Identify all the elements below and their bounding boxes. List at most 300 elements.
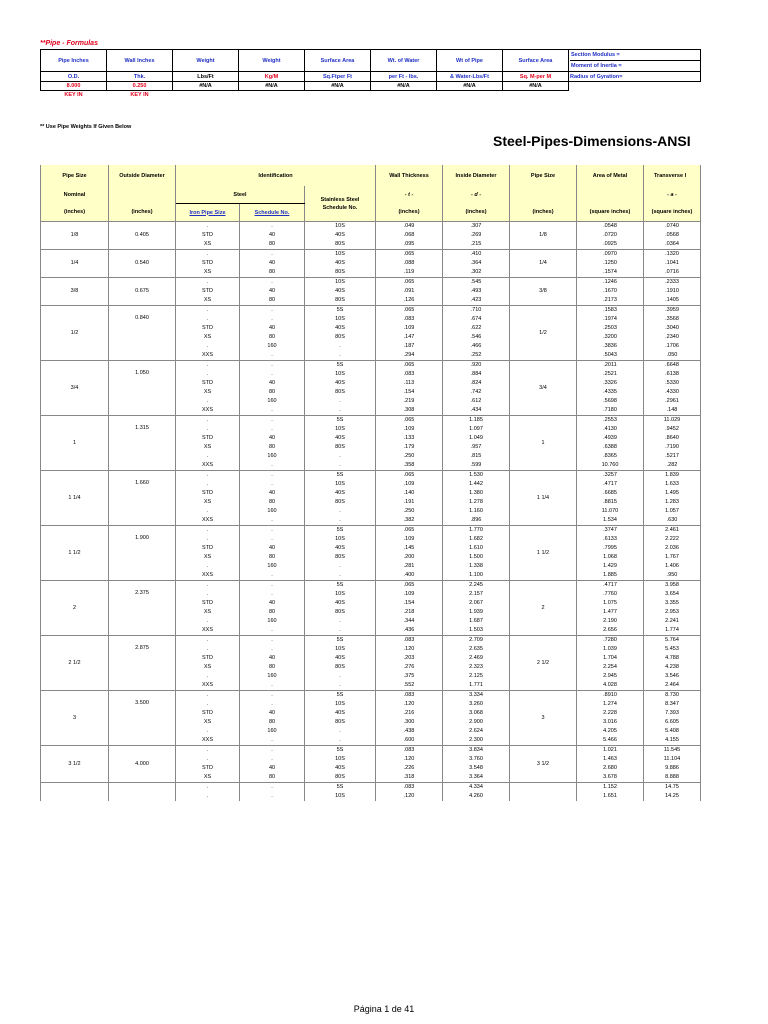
wall-thickness-cell: .065 <box>376 278 443 288</box>
stainless-schedule-cell: 40S <box>305 287 376 296</box>
wall-thickness-cell: .120 <box>376 700 443 709</box>
header-d: - d - <box>443 186 510 204</box>
iron-pipe-size-cell: STD <box>176 489 240 498</box>
schedule-cell: 160 <box>240 397 305 406</box>
area-of-metal-cell: 1.534 <box>577 516 644 526</box>
schedule-cell: 40 <box>240 434 305 443</box>
iron-pipe-size-cell: XXS <box>176 351 240 361</box>
area-of-metal-cell: .8365 <box>577 452 644 461</box>
wall-thickness-cell: .200 <box>376 553 443 562</box>
area-of-metal-cell: .2011 <box>577 361 644 371</box>
area-of-metal-cell: 4.205 <box>577 727 644 736</box>
schedule-cell: . <box>240 222 305 232</box>
iron-pipe-size-cell: XS <box>176 718 240 727</box>
inside-diameter-cell: 1.185 <box>443 416 510 426</box>
area-of-metal-cell: .4335 <box>577 388 644 397</box>
area-of-metal-cell: 1.075 <box>577 599 644 608</box>
stainless-schedule-cell: 40S <box>305 324 376 333</box>
table-row <box>41 250 701 260</box>
schedule-cell: . <box>240 755 305 764</box>
wall-thickness-cell: .126 <box>376 296 443 306</box>
wall-thickness-cell: .120 <box>376 792 443 801</box>
iron-pipe-size-cell: STD <box>176 434 240 443</box>
inside-diameter-cell: 1.771 <box>443 681 510 691</box>
table-row <box>41 306 701 316</box>
area-of-metal-cell: 1.704 <box>577 654 644 663</box>
stainless-schedule-cell: 10S <box>305 250 376 260</box>
pipe-water-weight-result: #N/A <box>437 82 503 91</box>
stainless-schedule-cell: . <box>305 397 376 406</box>
transverse-area-cell: .630 <box>644 516 701 526</box>
stainless-schedule-cell: 80S <box>305 773 376 783</box>
schedule-cell: 40 <box>240 259 305 268</box>
transverse-area-cell: 1.406 <box>644 562 701 571</box>
wall-thickness-cell: .300 <box>376 718 443 727</box>
formula-unit: Thk. <box>107 72 173 82</box>
inside-diameter-cell: .215 <box>443 240 510 250</box>
stainless-schedule-cell: 10S <box>305 755 376 764</box>
header-stainless-1: Stainless Steel <box>320 196 360 203</box>
transverse-area-cell: 11.104 <box>644 755 701 764</box>
outside-diameter-cell: 1.050 <box>109 361 176 416</box>
schedule-cell: 160 <box>240 562 305 571</box>
transverse-area-cell: 9.886 <box>644 764 701 773</box>
stainless-schedule-cell: 40S <box>305 709 376 718</box>
wall-thickness-cell: .281 <box>376 562 443 571</box>
area-of-metal-cell: .5043 <box>577 351 644 361</box>
area-of-metal-cell: 1.477 <box>577 608 644 617</box>
inside-diameter-cell: 3.364 <box>443 773 510 783</box>
area-of-metal-cell: .1250 <box>577 259 644 268</box>
inside-diameter-cell: 2.709 <box>443 636 510 646</box>
area-of-metal-cell: 1.885 <box>577 571 644 581</box>
schedule-cell: 80 <box>240 296 305 306</box>
wall-thickness-cell: .133 <box>376 434 443 443</box>
area-of-metal-cell: .6685 <box>577 489 644 498</box>
schedule-cell: 160 <box>240 452 305 461</box>
page-footer: Página 1 de 41 <box>353 1004 415 1014</box>
inside-diameter-cell: 3.548 <box>443 764 510 773</box>
area-of-metal-cell: .0925 <box>577 240 644 250</box>
header-inches: (inches) <box>376 204 443 222</box>
stainless-schedule-cell: 5S <box>305 471 376 481</box>
area-of-metal-cell: .4717 <box>577 480 644 489</box>
inside-diameter-cell: 2.323 <box>443 663 510 672</box>
area-of-metal-cell: .0970 <box>577 250 644 260</box>
iron-pipe-size-cell: . <box>176 278 240 288</box>
area-of-metal-cell: .1583 <box>577 306 644 316</box>
stainless-schedule-cell: 10S <box>305 480 376 489</box>
area-of-metal-cell: 1.021 <box>577 746 644 756</box>
stainless-schedule-cell: 5S <box>305 691 376 701</box>
schedule-cell: . <box>240 406 305 416</box>
inside-diameter-cell: .252 <box>443 351 510 361</box>
header-iron-pipe-size: Iron Pipe Size <box>176 204 240 222</box>
area-of-metal-cell: .6133 <box>577 535 644 544</box>
header-wall-thickness: Wall Thickness <box>376 165 443 186</box>
schedule-cell: . <box>240 516 305 526</box>
area-of-metal-cell: .0720 <box>577 231 644 240</box>
transverse-area-cell: 1.633 <box>644 480 701 489</box>
schedule-cell: . <box>240 370 305 379</box>
inside-diameter-cell: .622 <box>443 324 510 333</box>
inside-diameter-cell: 1.160 <box>443 507 510 516</box>
wall-thickness-cell: .083 <box>376 370 443 379</box>
transverse-area-cell: 6.605 <box>644 718 701 727</box>
area-of-metal-cell: .8815 <box>577 498 644 507</box>
stainless-schedule-cell: 80S <box>305 296 376 306</box>
formulas-section <box>40 40 701 99</box>
schedule-cell: . <box>240 792 305 801</box>
header-pipe-size-2: Pipe Size <box>510 165 577 186</box>
area-of-metal-cell: 10.760 <box>577 461 644 471</box>
transverse-area-cell: .1041 <box>644 259 701 268</box>
stainless-schedule-cell: 10S <box>305 278 376 288</box>
inside-diameter-cell: .423 <box>443 296 510 306</box>
wall-thickness-cell: .308 <box>376 406 443 416</box>
schedule-cell: 40 <box>240 764 305 773</box>
schedule-cell: . <box>240 645 305 654</box>
surface-area-result: #N/A <box>305 82 371 91</box>
stainless-schedule-cell: 5S <box>305 581 376 591</box>
header-a: - a - <box>644 186 701 204</box>
schedule-cell: 40 <box>240 287 305 296</box>
wall-thickness-cell: .154 <box>376 388 443 397</box>
formulas-table <box>40 49 701 99</box>
formula-header: Surface Area <box>305 50 371 72</box>
nominal-size-cell: 3 <box>41 691 109 746</box>
transverse-area-cell: 1.057 <box>644 507 701 516</box>
transverse-area-cell: .1706 <box>644 342 701 351</box>
wall-thickness-cell: .083 <box>376 783 443 793</box>
area-of-metal-cell: 11.070 <box>577 507 644 516</box>
od-input[interactable]: 8.000 <box>41 82 107 91</box>
wall-thickness-cell: .145 <box>376 544 443 553</box>
pipe-size-cell: 1/2 <box>510 306 577 361</box>
stainless-schedule-cell: 80S <box>305 333 376 342</box>
inside-diameter-cell: 4.260 <box>443 792 510 801</box>
wall-thickness-cell: .065 <box>376 361 443 371</box>
nominal-size-cell: 3 1/2 <box>41 746 109 783</box>
outside-diameter-cell: 0.405 <box>109 222 176 250</box>
area-of-metal-cell: .2173 <box>577 296 644 306</box>
table-row <box>41 471 701 481</box>
inside-diameter-cell: .824 <box>443 379 510 388</box>
area-of-metal-cell: 2.945 <box>577 672 644 681</box>
inside-diameter-cell: 1.380 <box>443 489 510 498</box>
moment-of-inertia-label: Moment of Inertia = <box>571 63 622 69</box>
area-of-metal-cell: .1670 <box>577 287 644 296</box>
pipe-size-cell: 3 1/2 <box>510 746 577 783</box>
stainless-schedule-cell: . <box>305 681 376 691</box>
pipe-size-cell: 1/8 <box>510 222 577 250</box>
wall-thickness-cell: .120 <box>376 755 443 764</box>
wall-thickness-cell: .147 <box>376 333 443 342</box>
area-of-metal-cell: .4130 <box>577 425 644 434</box>
area-of-metal-cell: .2521 <box>577 370 644 379</box>
inside-diameter-cell: .307 <box>443 222 510 232</box>
stainless-schedule-cell: . <box>305 342 376 351</box>
transverse-area-cell: .2961 <box>644 397 701 406</box>
schedule-cell: 40 <box>240 599 305 608</box>
header-inches: (inches) <box>41 204 109 222</box>
wall-thickness-cell: .083 <box>376 691 443 701</box>
inside-diameter-cell: .742 <box>443 388 510 397</box>
stainless-schedule-cell: 5S <box>305 306 376 316</box>
wall-thickness-cell: .294 <box>376 351 443 361</box>
inside-diameter-cell: .493 <box>443 287 510 296</box>
wall-thickness-cell: .109 <box>376 425 443 434</box>
inside-diameter-cell: 1.682 <box>443 535 510 544</box>
transverse-area-cell: 4.788 <box>644 654 701 663</box>
transverse-area-cell: 14.25 <box>644 792 701 801</box>
schedule-cell: . <box>240 581 305 591</box>
transverse-area-cell: .950 <box>644 571 701 581</box>
schedule-cell: . <box>240 691 305 701</box>
iron-pipe-size-cell: . <box>176 250 240 260</box>
transverse-area-cell: .5217 <box>644 452 701 461</box>
schedule-cell: . <box>240 471 305 481</box>
iron-pipe-size-cell: . <box>176 480 240 489</box>
wall-input[interactable]: 0.250 <box>107 82 173 91</box>
iron-pipe-size-cell: . <box>176 727 240 736</box>
table-row <box>41 636 701 646</box>
schedule-cell: 80 <box>240 663 305 672</box>
stainless-schedule-cell: 5S <box>305 416 376 426</box>
transverse-area-cell: 11.545 <box>644 746 701 756</box>
transverse-area-cell: .0740 <box>644 222 701 232</box>
wall-thickness-cell: .358 <box>376 461 443 471</box>
pipe-size-cell: 3 <box>510 691 577 746</box>
iron-pipe-size-cell: XS <box>176 773 240 783</box>
water-weight-result: #N/A <box>371 82 437 91</box>
pipe-size-cell: 1/4 <box>510 250 577 278</box>
iron-pipe-size-cell: . <box>176 306 240 316</box>
wall-thickness-cell: .375 <box>376 672 443 681</box>
inside-diameter-cell: 2.245 <box>443 581 510 591</box>
table-row <box>41 361 701 371</box>
header-inches: (inches) <box>510 204 577 222</box>
nominal-size-cell: 1/2 <box>41 306 109 361</box>
iron-pipe-size-cell: XXS <box>176 571 240 581</box>
key-in-label: KEY IN <box>64 91 83 98</box>
transverse-area-cell: .1320 <box>644 250 701 260</box>
iron-pipe-size-cell: . <box>176 581 240 591</box>
nominal-size-cell: 1 1/4 <box>41 471 109 526</box>
formula-header: Surface Area <box>503 50 569 72</box>
iron-pipe-size-cell: . <box>176 222 240 232</box>
iron-pipe-size-cell: . <box>176 425 240 434</box>
nominal-size-cell: 2 <box>41 581 109 636</box>
stainless-schedule-cell: 40S <box>305 599 376 608</box>
transverse-area-cell: 3.958 <box>644 581 701 591</box>
iron-pipe-size-cell: . <box>176 507 240 516</box>
schedule-cell: 80 <box>240 773 305 783</box>
area-of-metal-cell: 1.039 <box>577 645 644 654</box>
inside-diameter-cell: 2.125 <box>443 672 510 681</box>
wall-thickness-cell: .154 <box>376 599 443 608</box>
header-pipe-size: Pipe Size <box>41 165 109 186</box>
transverse-area-cell: .7190 <box>644 443 701 452</box>
transverse-area-cell: .3568 <box>644 315 701 324</box>
nominal-size-cell: 2 1/2 <box>41 636 109 691</box>
stainless-schedule-cell: 80S <box>305 663 376 672</box>
transverse-area-cell: 1.767 <box>644 553 701 562</box>
schedule-cell: 40 <box>240 544 305 553</box>
transverse-area-cell: 3.546 <box>644 672 701 681</box>
schedule-cell: 80 <box>240 388 305 397</box>
transverse-area-cell: .3959 <box>644 306 701 316</box>
wall-thickness-cell: .109 <box>376 590 443 599</box>
transverse-area-cell: .3040 <box>644 324 701 333</box>
schedule-cell: 80 <box>240 240 305 250</box>
nominal-size-cell: 1 <box>41 416 109 471</box>
inside-diameter-cell: .957 <box>443 443 510 452</box>
schedule-cell: 80 <box>240 443 305 452</box>
iron-pipe-size-cell: XS <box>176 553 240 562</box>
inside-diameter-cell: .896 <box>443 516 510 526</box>
schedule-cell: . <box>240 425 305 434</box>
schedule-cell: . <box>240 278 305 288</box>
inside-diameter-cell: 1.100 <box>443 571 510 581</box>
area-of-metal-cell: .1574 <box>577 268 644 278</box>
header-inches: (inches) <box>443 204 510 222</box>
stainless-schedule-cell: 40S <box>305 259 376 268</box>
stainless-schedule-cell: 40S <box>305 544 376 553</box>
wall-thickness-cell: .140 <box>376 489 443 498</box>
transverse-area-cell: .2333 <box>644 278 701 288</box>
table-row <box>41 581 701 591</box>
table-row <box>41 278 701 288</box>
iron-pipe-size-cell: . <box>176 636 240 646</box>
nominal-size-cell <box>41 783 109 802</box>
schedule-cell: 80 <box>240 268 305 278</box>
area-of-metal-cell: 2.228 <box>577 709 644 718</box>
transverse-area-cell: 14.75 <box>644 783 701 793</box>
pipe-dimensions-table <box>40 165 701 801</box>
stainless-schedule-cell: 40S <box>305 654 376 663</box>
inside-diameter-cell: 3.334 <box>443 691 510 701</box>
stainless-schedule-cell: 80S <box>305 718 376 727</box>
inside-diameter-cell: 1.610 <box>443 544 510 553</box>
weights-note: ** Use Pipe Weights If Given Below <box>40 124 132 130</box>
transverse-area-cell: .0364 <box>644 240 701 250</box>
outside-diameter-cell: 4.000 <box>109 746 176 783</box>
wall-thickness-cell: .049 <box>376 222 443 232</box>
radius-of-gyration-label: Radius of Gyration= <box>569 72 701 82</box>
table-row <box>41 783 701 793</box>
iron-pipe-size-cell: . <box>176 361 240 371</box>
iron-pipe-size-cell: XS <box>176 296 240 306</box>
transverse-area-cell: 5.408 <box>644 727 701 736</box>
header-inches: (inches) <box>109 204 176 222</box>
outside-diameter-cell: 3.500 <box>109 691 176 746</box>
iron-pipe-size-cell: XS <box>176 333 240 342</box>
wall-thickness-cell: .250 <box>376 452 443 461</box>
wall-thickness-cell: .318 <box>376 773 443 783</box>
stainless-schedule-cell: 10S <box>305 315 376 324</box>
schedule-cell: . <box>240 351 305 361</box>
stainless-schedule-cell: 80S <box>305 388 376 397</box>
transverse-area-cell: 11.029 <box>644 416 701 426</box>
stainless-schedule-cell: 40S <box>305 231 376 240</box>
pipe-size-cell: 1 <box>510 416 577 471</box>
transverse-area-cell: 7.393 <box>644 709 701 718</box>
stainless-schedule-cell: 80S <box>305 498 376 507</box>
header-stainless-2: Schedule No. <box>322 204 358 211</box>
iron-pipe-size-cell: STD <box>176 709 240 718</box>
pipe-size-cell <box>510 783 577 802</box>
inside-diameter-cell: .269 <box>443 231 510 240</box>
outside-diameter-cell: 1.660 <box>109 471 176 526</box>
schedule-cell: 160 <box>240 727 305 736</box>
area-of-metal-cell: .3200 <box>577 333 644 342</box>
schedule-cell: 160 <box>240 672 305 681</box>
transverse-area-cell: 4.155 <box>644 736 701 746</box>
wall-thickness-cell: .179 <box>376 443 443 452</box>
iron-pipe-size-cell: . <box>176 617 240 626</box>
stainless-schedule-cell: 10S <box>305 590 376 599</box>
stainless-schedule-cell: . <box>305 626 376 636</box>
transverse-area-cell: 1.774 <box>644 626 701 636</box>
wall-thickness-cell: .068 <box>376 231 443 240</box>
transverse-area-cell: .1405 <box>644 296 701 306</box>
transverse-area-cell: 1.839 <box>644 471 701 481</box>
nominal-size-cell: 1/4 <box>41 250 109 278</box>
transverse-area-cell: 5.453 <box>644 645 701 654</box>
inside-diameter-cell: 3.760 <box>443 755 510 764</box>
wall-thickness-cell: .400 <box>376 571 443 581</box>
schedule-cell: . <box>240 535 305 544</box>
formula-unit: per Ft - lbs. <box>371 72 437 82</box>
inside-diameter-cell: .710 <box>443 306 510 316</box>
iron-pipe-size-cell: . <box>176 700 240 709</box>
iron-pipe-size-cell: . <box>176 370 240 379</box>
inside-diameter-cell: 3.068 <box>443 709 510 718</box>
schedule-cell: 40 <box>240 324 305 333</box>
stainless-schedule-cell: . <box>305 562 376 571</box>
table-row <box>41 526 701 536</box>
header-schedule-no[interactable]: Schedule No. <box>240 204 305 222</box>
inside-diameter-cell: .302 <box>443 268 510 278</box>
area-of-metal-cell: 3.016 <box>577 718 644 727</box>
stainless-schedule-cell: 10S <box>305 535 376 544</box>
surface-area-m-result: #N/A <box>503 82 569 91</box>
wall-thickness-cell: .065 <box>376 306 443 316</box>
schedule-cell: 80 <box>240 498 305 507</box>
area-of-metal-cell: .8910 <box>577 691 644 701</box>
weight-kg-result: #N/A <box>239 82 305 91</box>
wall-thickness-cell: .065 <box>376 526 443 536</box>
schedule-cell: 40 <box>240 231 305 240</box>
area-of-metal-cell: .0548 <box>577 222 644 232</box>
stainless-schedule-cell: 5S <box>305 361 376 371</box>
wall-thickness-cell: .083 <box>376 315 443 324</box>
transverse-area-cell: 3.654 <box>644 590 701 599</box>
wall-thickness-cell: .091 <box>376 287 443 296</box>
iron-pipe-size-cell: STD <box>176 324 240 333</box>
stainless-schedule-cell: . <box>305 507 376 516</box>
schedule-cell: . <box>240 746 305 756</box>
table-row <box>41 416 701 426</box>
inside-diameter-cell: .546 <box>443 333 510 342</box>
inside-diameter-cell: 4.334 <box>443 783 510 793</box>
schedule-cell: . <box>240 636 305 646</box>
iron-pipe-size-cell: XXS <box>176 406 240 416</box>
inside-diameter-cell: .815 <box>443 452 510 461</box>
pipe-size-cell: 3/4 <box>510 361 577 416</box>
wall-thickness-cell: .065 <box>376 250 443 260</box>
